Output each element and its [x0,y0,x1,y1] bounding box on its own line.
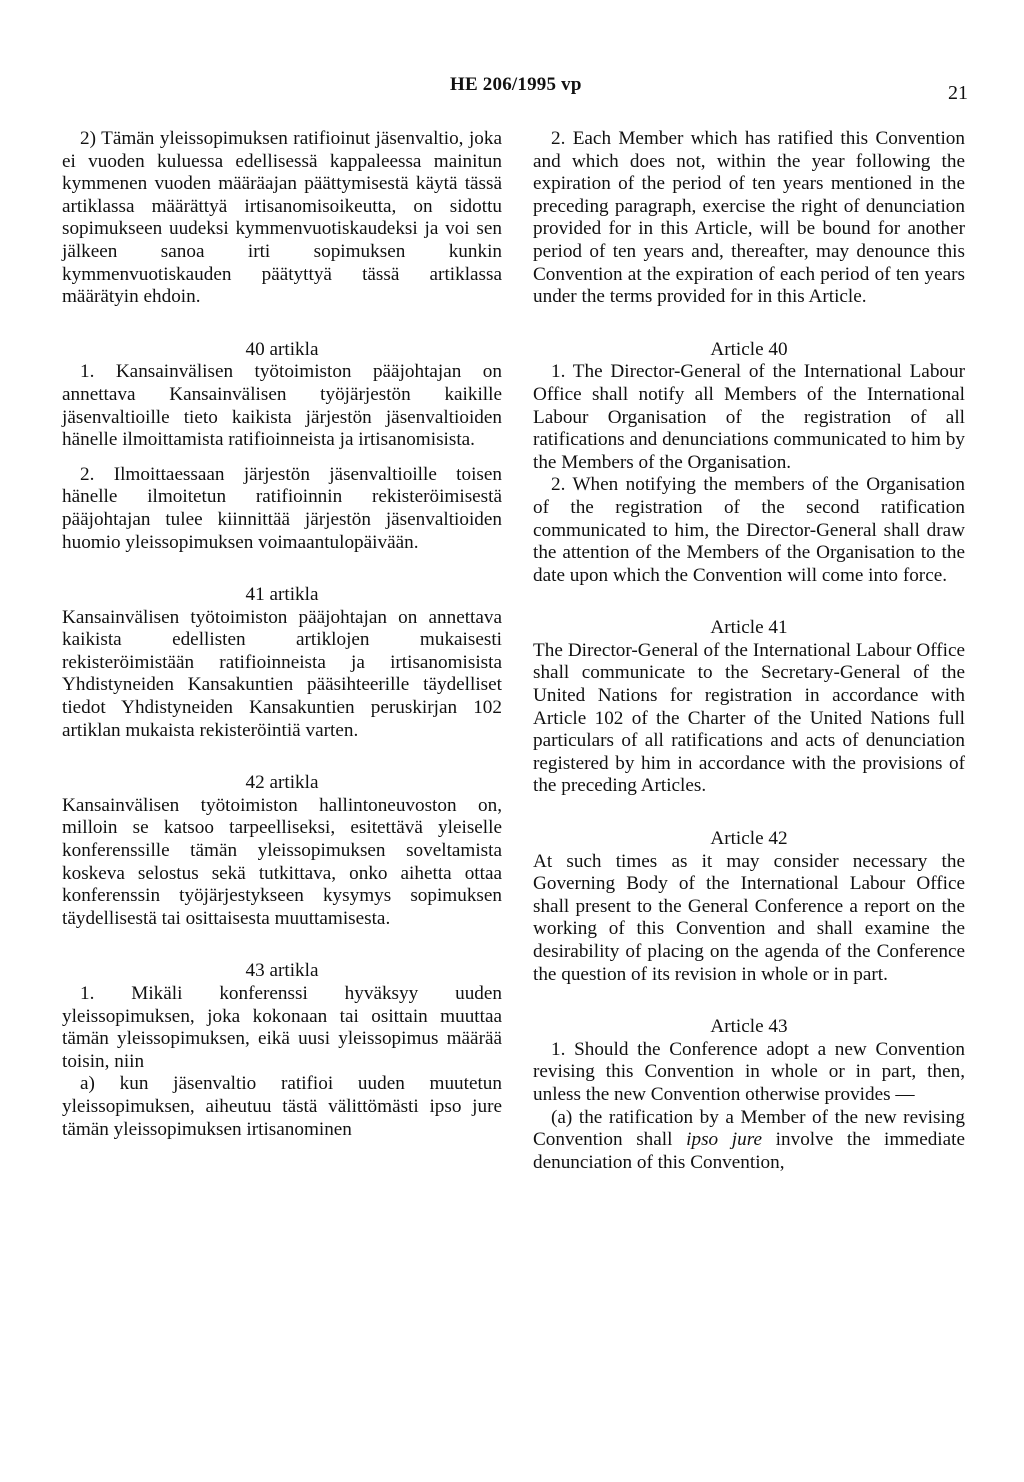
fi-article-41-para-1: Kansainvälisen työtoimiston pääjohtajan on annettava kaikista edellisten artiklojen mukaisesti rekisteröimistään ratifioinneista ja irtisanomisista Yhdistyneiden Kansakuntien pääsihteerille täydelliset tiedot Yhdistyneiden Kansakuntien peruskirjan 102 artiklan mukaista rekisteröintiä varten. [62,606,502,741]
page-header [0,74,1024,104]
en-article-40-para-1: 1. The Director-General of the International Labour Office shall notify all Members of the International Labour Organisation of the registration of all ratifications and denunciations communicated to him by the Members of the Organisation. [533,361,965,473]
fi-article-43-para-1: 1. Mikäli konferenssi hyväksyy uuden yleissopimuksen, joka kokonaan tai osittain muuttaa tämän yleissopimuksen, eikä uusi yleissopimus määrää toisin, niin [62,983,502,1072]
en-article-43-para-2-start: (a) the ratification by a Member of the new revising Convention shall [533,1106,965,1151]
en-article-43-para-2-italic: ipso jure [686,1129,762,1151]
en-article-40-heading: Article 40 [710,338,788,360]
document-reference: HE 206/1995 vp [450,74,582,95]
fi-article-40-heading: 40 artikla [245,338,319,360]
en-article-43-para-1: 1. Should the Conference adopt a new Convention revising this Convention in whole or in part, then, unless the new Convention otherwise provides — [533,1038,965,1105]
fi-article-43-heading: 43 artikla [245,960,319,982]
en-article-42-heading: Article 42 [710,828,788,850]
fi-article-42-para-1: Kansainvälisen työtoimiston hallintoneuvoston on, milloin se katsoo tarpeelliseksi, esitettävä yleiselle konferenssille tämän yleissopimuksen soveltamista koskeva selostus sekä tutkittava, onko aihetta ottaa konferenssin työjärjestykseen kysymys sopimuksen täydellisestä tai osittaisesta muuttamisesta. [62,794,502,929]
fi-intro-paragraph: 2) Tämän yleissopimuksen ratifioinut jäsenvaltio, joka ei vuoden kuluessa edellisessä kappaleessa mainitun kymmenen vuoden määräajan päättymisestä käytä tässä artiklassa määrättyä irtisanomisoikeutta, on sidottu sopimukseen uudeksi kymmenvuotiskaudeksi ja voi sen jälkeen sanoa irti sopimuksen kunkin kymmenvuotiskauden päätyttyä tässä artiklassa määrätyin ehdoin. [62,128,502,308]
en-article-43-para-2 [533,1107,965,1175]
finnish-column [62,128,502,1141]
fi-article-43-para-2: a) kun jäsenvaltio ratifioi uuden muutetun yleissopimuksen, aiheutuu tästä välittömästi ipso jure tämän yleissopimuksen irtisanominen [62,1073,502,1140]
page-number: 21 [948,82,968,104]
english-column [533,128,965,1174]
en-article-41-heading: Article 41 [710,617,788,639]
fi-article-42-heading: 42 artikla [245,772,319,794]
fi-article-41-heading: 41 artikla [245,584,319,606]
en-article-40-para-2: 2. When notifying the members of the Organisation of the registration of the second ratification communicated to him, the Director-General shall draw the attention of the Members of the Organisation to the date upon which the Convention will come into force. [533,474,965,586]
en-article-43-heading: Article 43 [710,1016,788,1038]
en-article-41-para-1: The Director-General of the International Labour Office shall communicate to the Secretary-General of the United Nations for registration in accordance with Article 102 of the Charter of the United Nations full particulars of all ratifications and acts of denunciation registered by him in accordance with the provisions of the preceding Articles. [533,639,965,797]
en-article-42-para-1: At such times as it may consider necessary the Governing Body of the International Labour Office shall present to the General Conference a report on the working of this Convention and shall examine the desirability of placing on the agenda of the Conference the question of its revision in whole or in part. [533,850,965,985]
fi-article-40-para-2: 2. Ilmoittaessaan järjestön jäsenvaltioille toisen hänelle ilmoitetun ratifioinnin rekisteröimisestä pääjohtajan tulee kiinnittää järjestön jäsenvaltioiden huomio yleissopimuksen voimaantulopäivään. [62,463,502,553]
en-intro-paragraph: 2. Each Member which has ratified this Convention and which does not, within the year following the expiration of the period of ten years mentioned in the preceding paragraph, exercise the right of denunciation provided for in this Article, will be bound for another period of ten years and, thereafter, may denounce this Convention at the expiration of each period of ten years under the terms provided for in this Article. [533,128,965,308]
fi-article-40-para-1: 1. Kansainvälisen työtoimiston pääjohtajan on annettava Kansainvälisen työjärjestön kaikille jäsenvaltioille tieto kaikista järjestön jäsenvaltioiden hänelle ilmoittamista ratifioinneista ja irtisanomisista. [62,361,502,451]
en-article-43-para-2-end: involve the immediate denunciation of this Convention, [533,1129,966,1173]
